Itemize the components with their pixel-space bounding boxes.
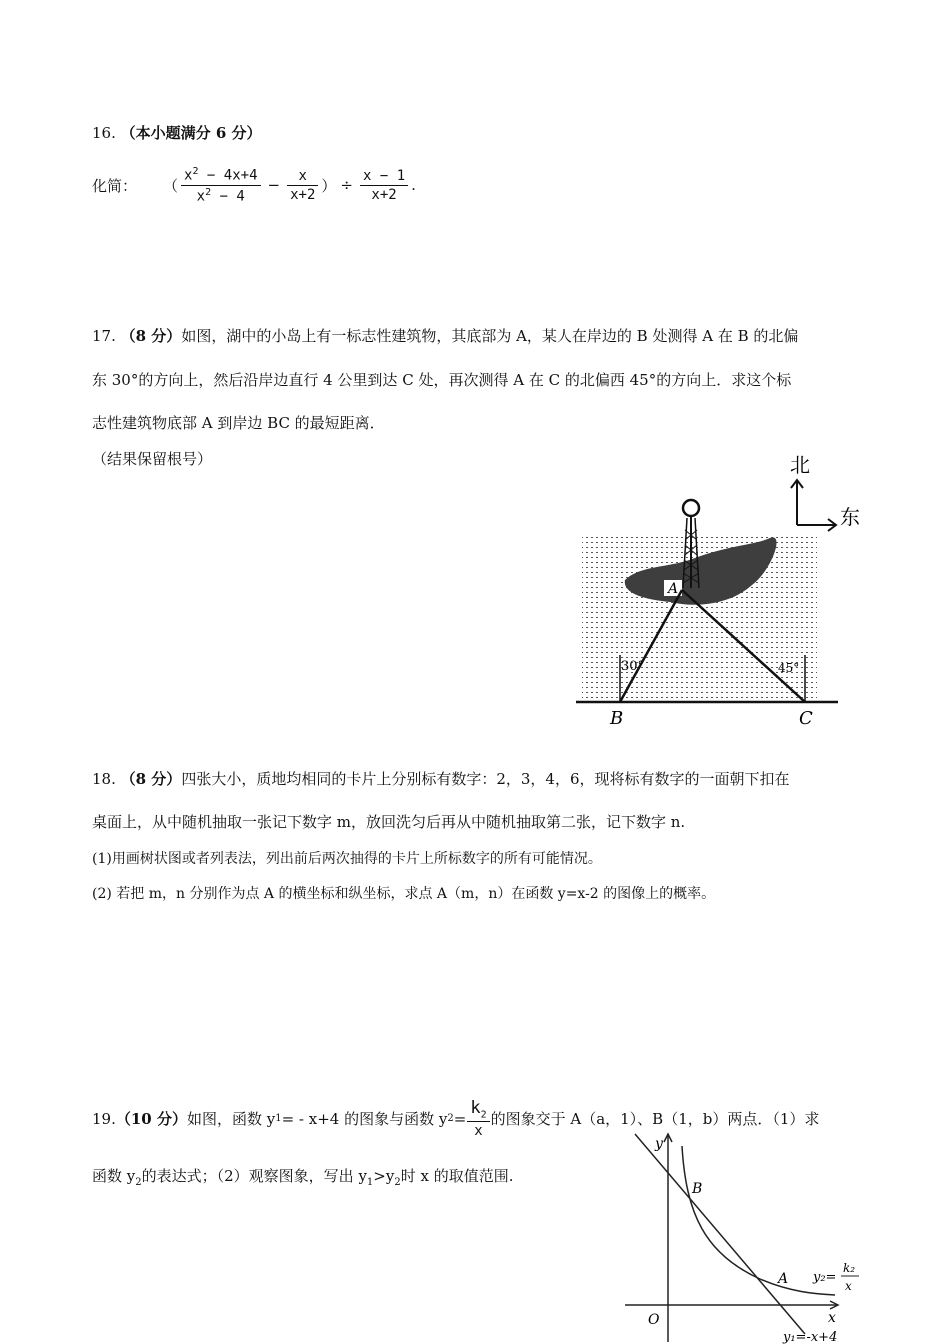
q16-minus: − — [267, 176, 281, 195]
q16-open-paren: （ — [163, 176, 179, 195]
q16-close-paren: ） — [321, 176, 337, 195]
q16-f2-den: x+2 — [290, 186, 316, 203]
q19-line2-a: 函数 y — [92, 1167, 136, 1185]
q18-points: （8 分） — [120, 770, 182, 788]
q19-line2-sub1: 1 — [366, 1177, 374, 1188]
q19-line2-sub: 2 — [135, 1177, 142, 1188]
q19-k-sub: 2 — [480, 1109, 487, 1121]
point-c-label: C — [799, 708, 813, 729]
q17-line-3: 志性建筑物底部 A 到岸边 BC 的最短距离． — [92, 414, 385, 432]
q16-f1-num-exp: 2 — [192, 166, 199, 177]
q16-f1-den-b: − 4 — [211, 188, 245, 205]
q17-line-2: 东 30°的方向上，然后沿岸边直行 4 公里到达 C 处，再次测得 A 在 C 的北偏西 45°的方向上．求这个标 — [92, 371, 792, 389]
q16-end: . — [411, 176, 416, 195]
compass-icon — [791, 480, 836, 531]
q18-number: 18. — [92, 770, 116, 788]
q16-header: （本小题满分 6 分） — [120, 124, 262, 142]
q17-line-1 — [92, 325, 798, 346]
q16-f1-num-b: − 4x+4 — [198, 167, 258, 184]
q19-k-den: x — [474, 1123, 483, 1140]
q19-text-a: 如图，函数 y — [186, 1110, 276, 1129]
q17-text-1: 如图，湖中的小岛上有一标志性建筑物，其底部为 A，某人在岸边的 B 处测得 A 在 B 的北偏 — [181, 327, 799, 345]
q16-heading — [92, 122, 262, 143]
q19-line2-d: 时 x 的取值范围. — [400, 1167, 514, 1185]
q19-text-b: = - x+4 的图象与函数 y — [281, 1110, 448, 1129]
q17-number: 17. — [92, 327, 116, 345]
x-axis-label: x — [828, 1310, 836, 1326]
q16-f3-num: x − 1 — [360, 168, 408, 186]
angle-b-label: 30° — [621, 659, 645, 674]
q16-lead: 化简： — [92, 176, 138, 195]
q19-text-c: = — [453, 1109, 467, 1128]
q19-line-2 — [92, 1165, 513, 1188]
q17-note: （结果保留根号） — [92, 450, 213, 468]
q19-number: 19. — [92, 1109, 116, 1128]
point-a-label: A — [778, 1271, 789, 1287]
q16-expression — [92, 166, 416, 204]
q17-figure — [570, 450, 870, 735]
q19-line2-sub2: 2 — [394, 1177, 401, 1188]
q19-k-fraction — [467, 1098, 489, 1139]
y-axis-label: y — [655, 1136, 663, 1152]
curve-label-den: x — [845, 1279, 852, 1293]
q16-f2-num: x — [287, 168, 318, 186]
tower-icon — [683, 500, 699, 588]
q16-f1-den-a: x — [196, 188, 206, 205]
q18-line-1 — [92, 768, 790, 789]
q16-f1-den-exp: 2 — [205, 186, 212, 198]
q19-points: （10 分） — [115, 1110, 187, 1129]
q18-part-2: (2) 若把 m，n 分别作为点 A 的横坐标和纵坐标，求点 A（m，n）在函数 y=x-2 的图像上的概率。 — [92, 886, 716, 902]
origin-label: O — [648, 1312, 660, 1328]
q19-line2-c: >y — [373, 1167, 395, 1185]
point-b-label: B — [610, 708, 624, 729]
q18-part-1: (1)用画树状图或者列表法，列出前后两次抽得的卡片上所标数字的所有可能情况。 — [92, 851, 602, 867]
q16-f3-den: x+2 — [371, 186, 397, 203]
east-label: 东 — [840, 505, 860, 529]
q19-figure — [620, 1124, 870, 1344]
north-label: 北 — [790, 453, 810, 477]
q17-points: （8 分） — [120, 327, 182, 345]
q18-line-2: 桌面上，从中随机抽取一张记下数字 m，放回洗匀后再从中随机抽取第二张，记下数字 n. — [92, 813, 686, 831]
line-label: y₁=-x+4 — [783, 1330, 838, 1344]
curve-label-lhs: y₂= — [813, 1270, 837, 1285]
q16-divide: ÷ — [340, 176, 353, 195]
q16-fraction-1 — [181, 166, 260, 204]
q19-sub-2: 2 — [447, 1113, 454, 1125]
q19-k-num: k — [470, 1098, 481, 1118]
q16-fraction-3 — [360, 168, 408, 203]
line-y1 — [635, 1134, 805, 1334]
curve-label-num: k₂ — [843, 1261, 856, 1275]
q19-sub-1: 1 — [275, 1113, 282, 1125]
angle-c-label: 45° — [778, 661, 800, 675]
point-a-label: A — [668, 581, 679, 597]
q19-line2-b: 的表达式；（2）观察图象，写出 y — [141, 1167, 367, 1185]
q16-fraction-2 — [287, 168, 318, 203]
q18-text-1: 四张大小，质地均相同的卡片上分别标有数字：2，3，4，6，现将标有数字的一面朝下扣在 — [181, 770, 790, 788]
q16-number: 16. — [92, 124, 116, 142]
point-b-label: B — [692, 1181, 703, 1197]
q19-text-d: 的图象交于 A（a，1）、B（1，b）两点．（1）求 — [490, 1110, 820, 1129]
q16-f1-num-a: x — [184, 167, 193, 184]
